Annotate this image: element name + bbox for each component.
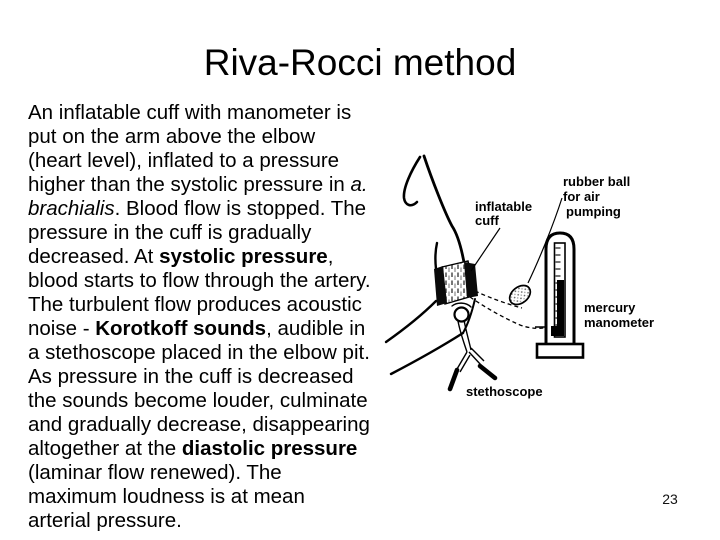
inflatable-cuff-label: cuff xyxy=(475,213,499,228)
diagram-labels xyxy=(466,174,654,399)
rubber-ball-label: pumping xyxy=(566,204,621,219)
body-run-bold: diastolic pressure xyxy=(181,437,358,460)
body-paragraph xyxy=(28,101,373,533)
stethoscope-drawing xyxy=(450,308,495,390)
rubber-ball-label: rubber ball xyxy=(563,174,631,189)
page-number: 23 xyxy=(662,491,678,507)
body-run: (laminar flow renewed). The maximum loudness is at mean arterial pressure. xyxy=(28,461,305,532)
body-run: , audible in a stethoscope placed in the elbow pit. As pressure in the cuff is decreased the sounds become louder, culminate and gradually decrease, disappearing altogether at the xyxy=(28,317,370,460)
body-run-italic: a. brachialis xyxy=(28,173,368,220)
tubing-dashed-lines xyxy=(470,291,554,328)
mercury-manometer-drawing xyxy=(537,233,583,358)
mercury-column xyxy=(551,280,564,336)
mercury-manometer-label: mercury xyxy=(584,300,636,315)
inflatable-cuff-drawing xyxy=(434,261,478,306)
body-run-bold: systolic pressure xyxy=(159,245,328,268)
body-run: . Blood flow is stopped. The pressure in the cuff is gradually decreased. At xyxy=(28,197,367,268)
body-run-bold: Korotkoff sounds xyxy=(95,317,267,340)
mercury-manometer-label: manometer xyxy=(584,315,655,330)
manometer-scale-ticks xyxy=(556,248,561,331)
inflatable-cuff-label: inflatable xyxy=(475,199,533,214)
slide-title: Riva-Rocci method xyxy=(203,42,517,83)
rubber-ball-label: for air xyxy=(563,189,600,204)
rubber-ball-drawing xyxy=(506,282,534,309)
manometer-base xyxy=(537,344,583,358)
stethoscope-label: stethoscope xyxy=(466,384,543,399)
body-run: , blood starts to flow through the artery. The turbulent flow produces acoustic noise - xyxy=(28,245,371,340)
arm-drawing xyxy=(386,156,475,374)
body-run: An inflatable cuff with manometer is put on the arm above the elbow (heart level), inflated to a pressure higher than the systolic pressure in xyxy=(28,101,352,196)
label-leader-lines xyxy=(471,198,562,283)
